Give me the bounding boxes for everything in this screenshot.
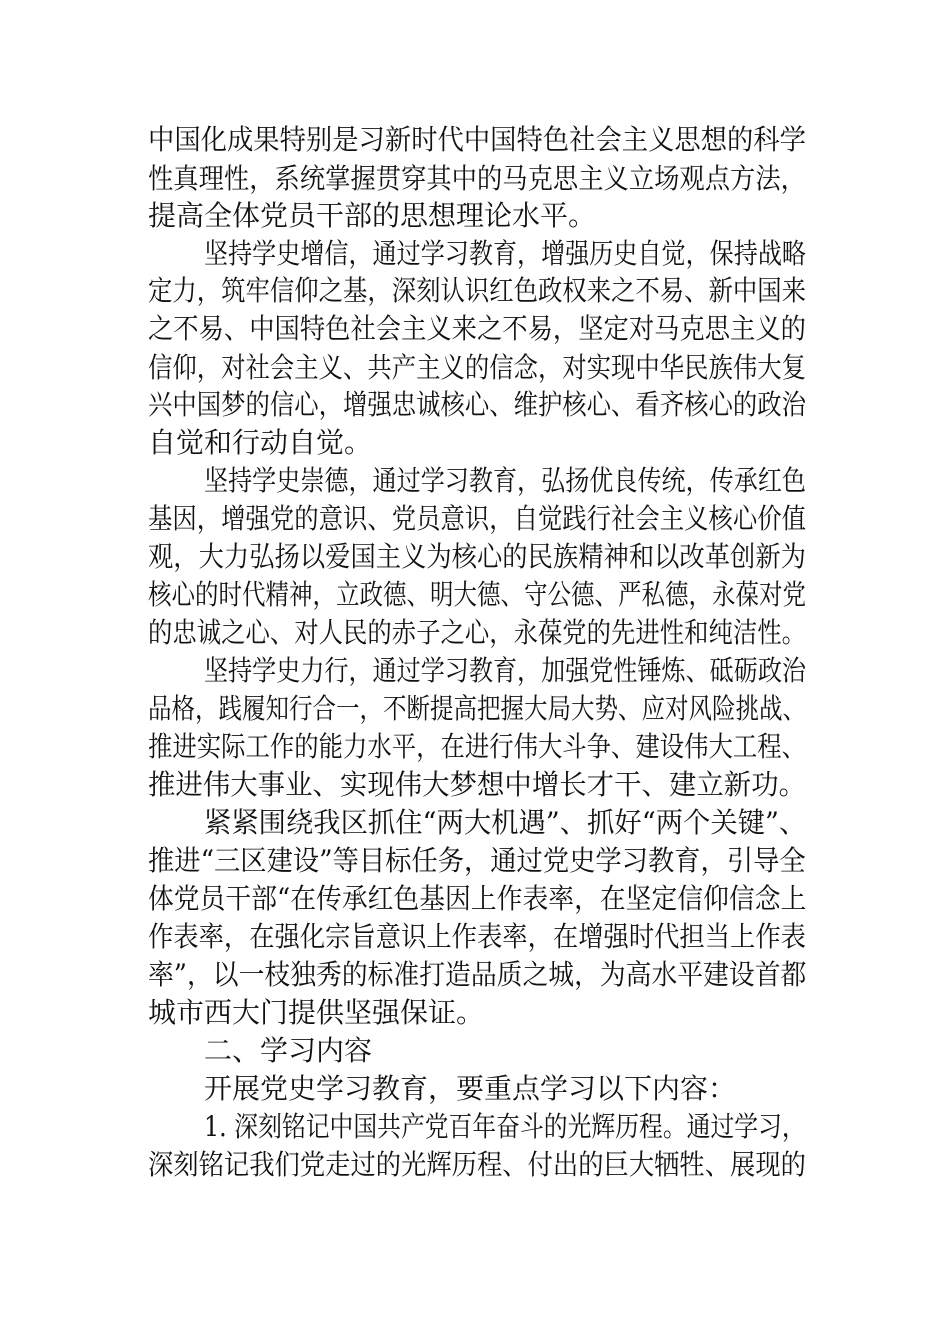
paragraph-first-line: 坚持学史力行，通过学习教育，加强党性锤炼、砥砺政治 xyxy=(204,654,807,687)
text-line: 之不易、中国特色社会主义来之不易，坚定对马克思主义的 xyxy=(148,312,806,345)
text-line: 品格，践履知行合一，不断提高把握大局大势、应对风险挑战、 xyxy=(148,692,807,725)
text-line: 基因，增强党的意识、党员意识，自觉践行社会主义核心价值 xyxy=(148,502,807,535)
paragraph-first-line: 坚持学史崇德，通过学习教育，弘扬优良传统，传承红色 xyxy=(204,464,807,497)
text-line: 推进伟大事业、实现伟大梦想中增长才干、建立新功。 xyxy=(148,768,807,801)
paragraph-first-line: 开展党史学习教育，要重点学习以下内容： xyxy=(204,1072,737,1105)
paragraph-first-line: 紧紧围绕我区抓住“两大机遇”、抓好“两个关键”、 xyxy=(204,806,807,839)
section-heading: 二、学习内容 xyxy=(204,1034,373,1067)
text-line: 城市西大门提供坚强保证。 xyxy=(148,996,485,1029)
text-line: 核心的时代精神，立政德、明大德、守公德、严私德，永葆对党 xyxy=(148,578,807,611)
text-line: 信仰，对社会主义、共产主义的信念，对实现中华民族伟大复 xyxy=(148,351,807,384)
text-line: 推进“三区建设”等目标任务，通过党史学习教育，引导全 xyxy=(148,844,806,877)
text-line: 观，大力弘扬以爱国主义为核心的民族精神和以改革创新为 xyxy=(148,540,806,573)
text-line: 推进实际工作的能力水平，在进行伟大斗争、建设伟大工程、 xyxy=(148,730,807,763)
text-line: 中国化成果特别是习新时代中国特色社会主义思想的科学 xyxy=(148,123,807,156)
text-line: 作表率，在强化宗旨意识上作表率，在增强时代担当上作表 xyxy=(148,920,806,953)
text-line: 的忠诚之心、对人民的赤子之心，永葆党的先进性和纯洁性。 xyxy=(148,616,807,649)
text-line: 率”，以一枝独秀的标准打造品质之城，为高水平建设首都 xyxy=(148,958,807,991)
text-line: 提高全体党员干部的思想理论水平。 xyxy=(148,199,597,232)
text-line: 定力，筑牢信仰之基，深刻认识红色政权来之不易、新中国来 xyxy=(148,274,807,307)
paragraph-first-line: 坚持学史增信，通过学习教育，增强历史自觉，保持战略 xyxy=(204,237,807,270)
text-line: 自觉和行动自觉。 xyxy=(148,426,373,459)
text-line: 兴中国梦的信心，增强忠诚核心、维护核心、看齐核心的政治 xyxy=(148,388,807,421)
list-item-first-line: 1. 深刻铭记中国共产党百年奋斗的光辉历程。通过学习， xyxy=(204,1110,806,1143)
text-line: 体党员干部“在传承红色基因上作表率，在坚定信仰信念上 xyxy=(148,882,807,915)
text-line: 深刻铭记我们党走过的光辉历程、付出的巨大牺牲、展现的 xyxy=(148,1148,806,1181)
text-line: 性真理性，系统掌握贯穿其中的马克思主义立场观点方法， xyxy=(148,162,806,195)
